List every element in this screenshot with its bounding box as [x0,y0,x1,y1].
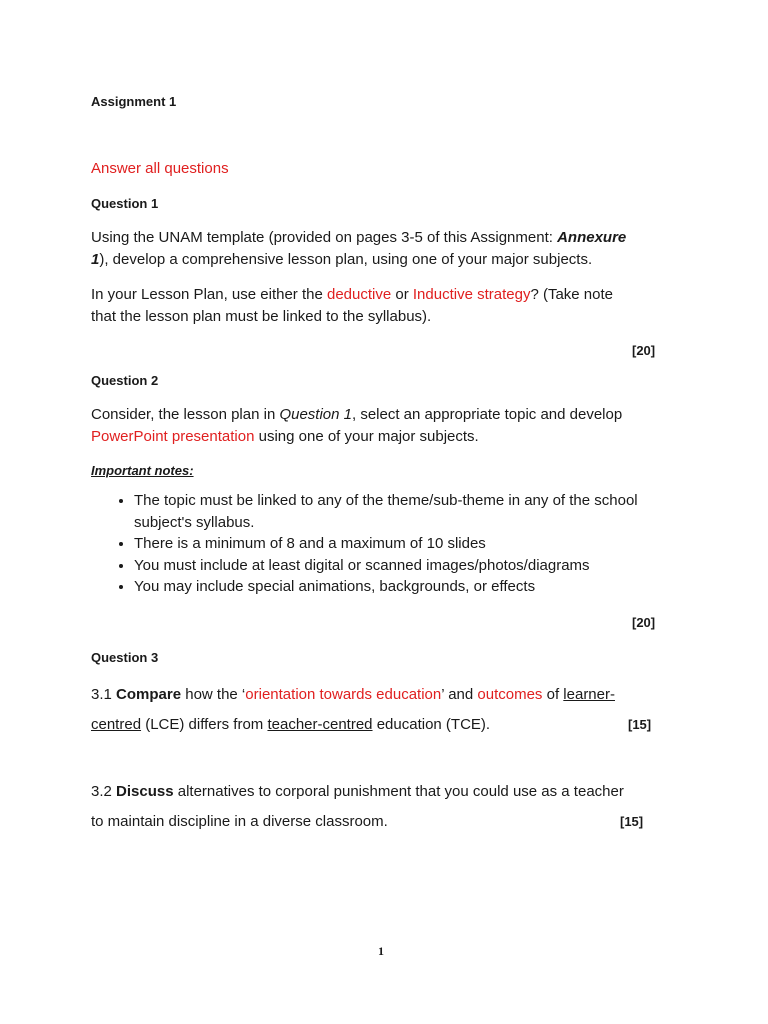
important-notes-heading: Important notes: [91,463,194,478]
q3-2-number: 3.2 [91,783,117,800]
powerpoint-term: PowerPoint presentation [91,428,255,445]
q3-1-line-2 [91,716,490,733]
q1-line-3 [91,286,613,303]
q1-text-cont: ), develop a comprehensive lesson plan, using one of your major subjects. [99,251,593,268]
q1-p2-note: ? (Take note [530,286,614,303]
deductive-term: deductive [326,286,392,303]
list-item: • The topic must be linked to any of the theme/sub-theme in any of the school subject's syllabus. [134,490,694,533]
question-2-heading: Question 2 [91,373,159,388]
annexure-label: Annexure [557,229,627,246]
q3-2-line-2: to maintain discipline in a diverse classroom. [91,813,388,830]
q1-p2-or: or [391,286,413,303]
q3-2-line-1 [91,783,624,800]
inductive-term: Inductive strategy [412,286,531,303]
centred-term: centred [91,716,142,733]
q2-line-2 [91,428,479,445]
q3-1-marks: [15] [628,717,652,732]
compare-verb: Compare [116,686,182,703]
q3-1-of: of [542,686,564,703]
discuss-verb: Discuss [116,783,174,800]
teacher-centred-term: teacher-centred [267,716,373,733]
q3-1-text-cont: (LCE) differs from [141,716,268,733]
q2-text-cont: , select an appropriate topic and develop [352,406,623,423]
q3-2-text: alternatives to corporal punishment that you could use as a teacher [173,783,624,800]
question-1-ref: Question 1 [279,406,352,423]
q1-p2-text: In your Lesson Plan, use either the [91,286,327,303]
q1-marks: [20] [632,343,656,358]
question-3-heading: Question 3 [91,650,159,665]
q1-line-2 [91,251,592,268]
instruction-text: Answer all questions [91,160,229,177]
q1-line-4: that the lesson plan must be linked to the syllabus). [91,308,432,325]
q3-1-text-end: education (TCE). [372,716,491,733]
orientation-term: orientation towards education [245,686,442,703]
q1-text: Using the UNAM template (provided on pages 3-5 of this Assignment: [91,229,558,246]
page-number: 1 [378,944,384,958]
q2-text: Consider, the lesson plan in [91,406,280,423]
learner-term: learner- [563,686,615,703]
question-1-heading: Question 1 [91,196,159,211]
list-item: • There is a minimum of 8 and a maximum of 10 slides [134,533,694,555]
q2-line-1 [91,406,622,423]
assignment-title: Assignment 1 [91,94,177,109]
q1-line-1 [91,229,626,246]
q2-text-end: using one of your major subjects. [254,428,479,445]
annexure-number: 1 [91,251,100,268]
outcomes-term: outcomes [477,686,543,703]
list-item: • You may include special animations, backgrounds, or effects [134,576,694,598]
q3-1-line-1 [91,686,615,703]
q3-1-number: 3.1 [91,686,117,703]
q3-1-text: how the ‘ [181,686,246,703]
q3-1-and: ’ and [441,686,478,703]
notes-list [112,490,694,598]
q2-marks: [20] [632,615,656,630]
list-item: • You must include at least digital or scanned images/photos/diagrams [134,555,694,577]
q3-2-marks: [15] [620,814,644,829]
